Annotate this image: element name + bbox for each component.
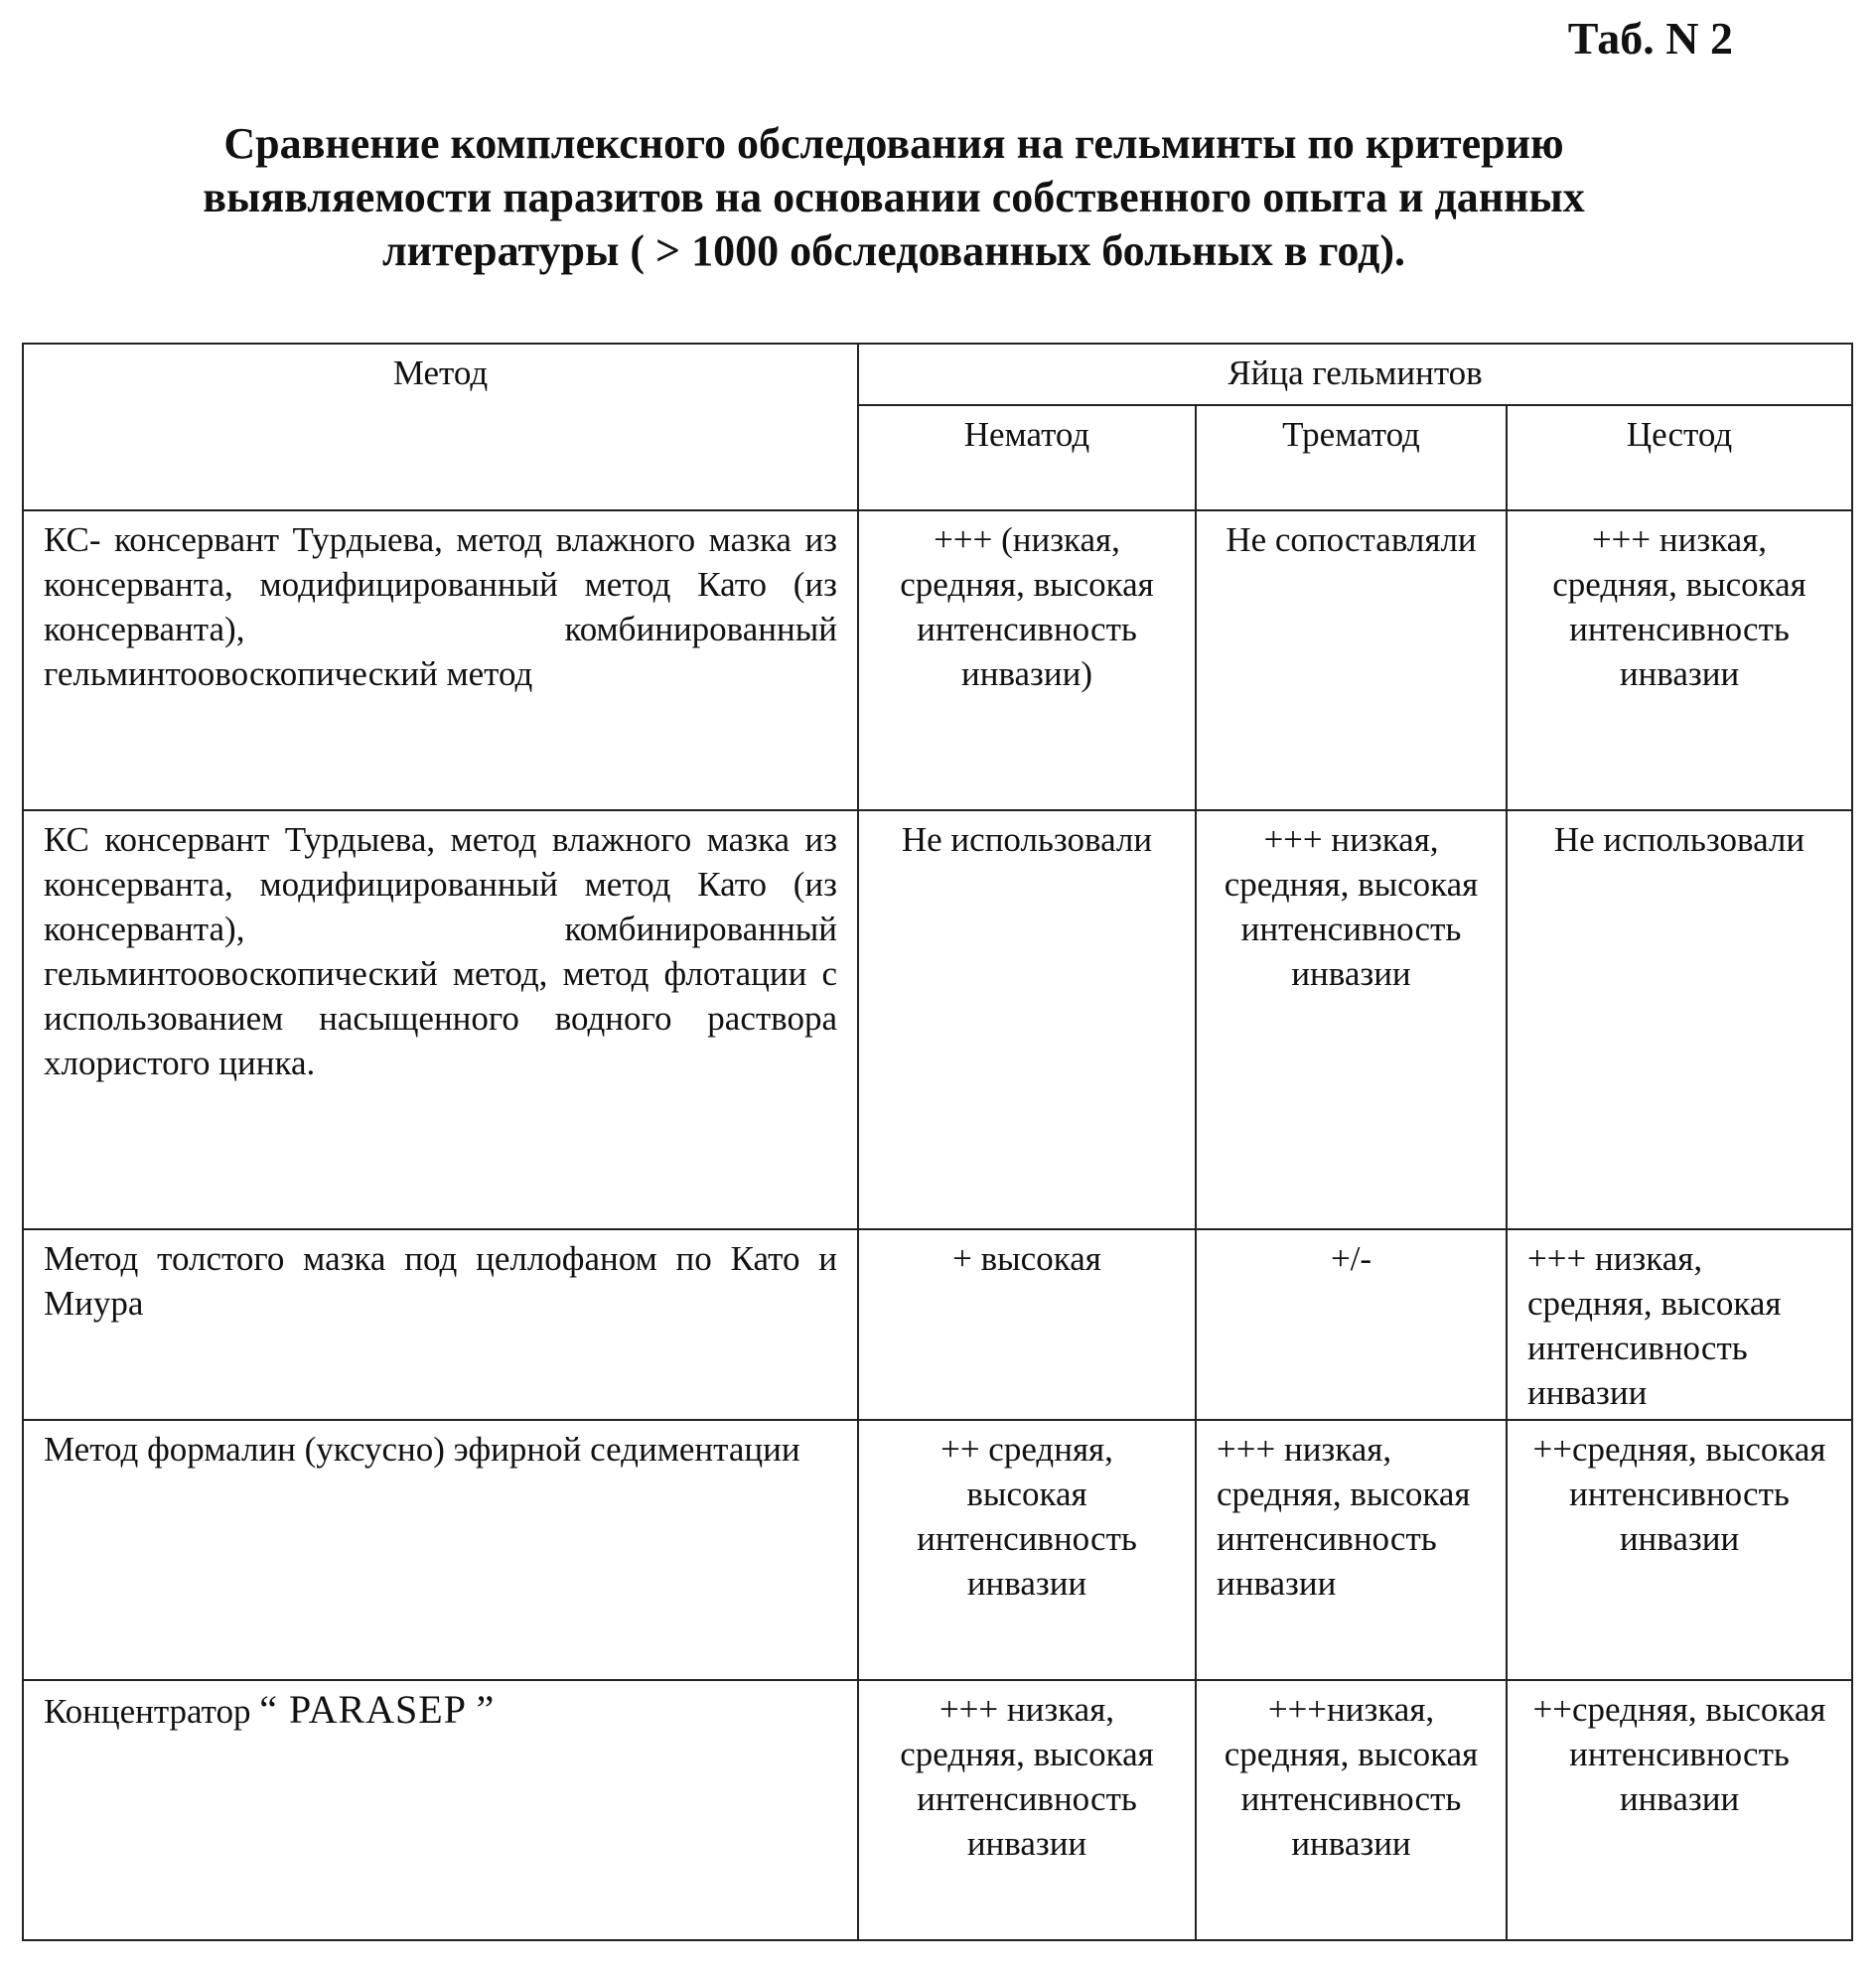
method-cell	[23, 1680, 858, 1940]
title-line: выявляемости паразитов на основании собственного опыта и данных	[203, 173, 1585, 221]
cestode-cell: +++ низкая, средняя, высокая интенсивность инвазии	[1507, 1229, 1852, 1420]
table-row	[23, 510, 1852, 810]
trematode-cell: +++ низкая, средняя, высокая интенсивность инвазии	[1196, 1420, 1507, 1680]
nematode-cell: +++ низкая, средняя, высокая интенсивность инвазии	[858, 1680, 1196, 1940]
trematode-cell: Не сопоставляли	[1196, 510, 1507, 810]
nematode-cell: + высокая	[858, 1229, 1196, 1420]
nematode-cell: ++ средняя, высокая интенсивность инвазии	[858, 1420, 1196, 1680]
nematode-cell: +++ (низкая, средняя, высокая интенсивность инвазии)	[858, 510, 1196, 810]
cestode-cell: ++средняя, высокая интенсивность инвазии	[1507, 1420, 1852, 1680]
trematode-cell: +++ низкая, средняя, высокая интенсивность инвазии	[1196, 810, 1507, 1229]
page-title	[99, 117, 1688, 278]
method-cell: Метод формалин (уксусно) эфирной седиментации	[23, 1420, 858, 1680]
header-helminth-eggs: Яйца гельминтов	[858, 344, 1852, 405]
cestode-cell: +++ низкая, средняя, высокая интенсивность инвазии	[1507, 510, 1852, 810]
parasep-brand: “ PARASEP ”	[259, 1687, 496, 1732]
header-cestode: Цестод	[1507, 405, 1852, 510]
table-row	[23, 810, 1852, 1229]
cestode-cell: Не использовали	[1507, 810, 1852, 1229]
table-row	[23, 1680, 1852, 1940]
header-trematode: Трематод	[1196, 405, 1507, 510]
trematode-cell: +/-	[1196, 1229, 1507, 1420]
title-line: литературы ( > 1000 обследованных больных в год).	[381, 226, 1406, 275]
header-method: Метод	[23, 344, 858, 510]
table-number: Таб. N 2	[1567, 13, 1733, 64]
trematode-cell: +++низкая, средняя, высокая интенсивность инвазии	[1196, 1680, 1507, 1940]
header-row	[23, 344, 1852, 405]
method-cell: КС- консервант Турдыева, метод влажного мазка из консерванта, модифицированный метод Като (из консерванта), комбинированный гельминтоовоскопический метод	[23, 510, 858, 810]
cestode-cell: ++средняя, высокая интенсивность инвазии	[1507, 1680, 1852, 1940]
comparison-table	[22, 343, 1853, 1941]
nematode-cell: Не использовали	[858, 810, 1196, 1229]
method-prefix: Концентратор	[44, 1692, 251, 1731]
method-cell: Метод толстого мазка под целлофаном по Като и Миура	[23, 1229, 858, 1420]
method-cell: КС консервант Турдыева, метод влажного мазка из консерванта, модифицированный метод Като (из консерванта), комбинированный гельминтоовоскопический метод, метод флотации с использованием насыщенного водного раствора хлористого цинка.	[23, 810, 858, 1229]
table-row	[23, 1229, 1852, 1420]
header-nematode: Нематод	[858, 405, 1196, 510]
table-row	[23, 1420, 1852, 1680]
title-line: Сравнение комплексного обследования на гельминты по критерию	[223, 119, 1564, 168]
